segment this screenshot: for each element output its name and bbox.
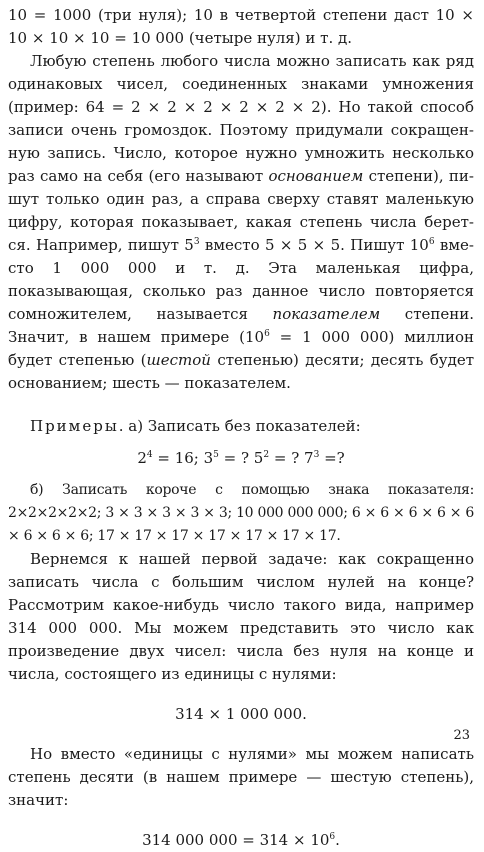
examples-heading	[8, 415, 474, 438]
page-number: 23	[453, 728, 470, 743]
exponent: 3	[193, 237, 200, 247]
text-run: степени. Значит, в нашем примере (10	[8, 305, 475, 346]
formula-part: 2	[137, 449, 147, 467]
formula-part: = ? 5	[218, 449, 264, 467]
exponent: 5	[213, 450, 219, 460]
exponent: 6	[264, 329, 270, 339]
exponent: 6	[428, 237, 435, 247]
term-exponent: показателем	[272, 305, 381, 323]
formula-part: .	[335, 831, 340, 849]
formula-result	[8, 829, 474, 852]
exponent: 4	[146, 450, 153, 460]
formula-powers	[8, 447, 474, 470]
term-base: основанием	[268, 167, 364, 185]
paragraph-task-b: б) Записать короче с помощью знака показателя: 2×2×2×2×2; 3 × 3 × 3 × 3 × 3; 10 000 000 000; 6 × 6 × 6 × 6 × 6 × 6 × 6 × 6; 17 × 17 × 17 × 17 × 17 × 17 × 17.	[8, 482, 474, 544]
exponent: 6	[329, 832, 336, 842]
formula-part: = ? 7	[269, 449, 314, 467]
formula-part: 314 000 000 = 314 × 10	[142, 831, 330, 849]
paragraph-power-of-ten: Но вместо «единицы с нулями» мы можем написать степень десяти (в нашем примере — шестую степень), значит:	[8, 745, 474, 809]
text-run: вместо 1 000 000 и т. д. Эта маленькая цифра, показывающая, сколько раз данное число повторяется сомножителем, называется	[8, 236, 474, 323]
paragraph-intro: 10 = 1000 (три нуля); 10 в четвертой степени даст 10 × 10 × 10 × 10 = 10 000 (четыре нуля) и т. д.	[8, 6, 474, 47]
examples-task-a: . а) Записать без показателей:	[118, 417, 361, 435]
formula-part: =?	[319, 449, 345, 467]
formula-part: = 16; 3	[152, 449, 214, 467]
exponent: 3	[313, 450, 320, 460]
exponent: 2	[263, 450, 270, 460]
text-run: Любую степень любого числа можно записать как ряд одинаковых чисел, соединенных знаками умножения (пример: 64 = 2 × 2 × 2 × 2 × 2 × 2). Но такой способ записи очень громоздок. Поэтому придумали сокращенную запись. Число, которое нужно умножить несколько раз само на себя (его называют	[8, 52, 474, 185]
text-run: степени), пишут только один раз, а справа сверху ставят маленькую цифру, которая показывает, какая степень числа берется. Например, пишут 5	[8, 167, 474, 254]
text-run: вместо 5 × 5 × 5. Пишут 10	[199, 236, 429, 254]
text-run: = 1 000 000) миллион будет степенью (	[8, 328, 474, 369]
paragraph-power-notation	[8, 50, 474, 395]
text-run: степенью) десяти; десять будет основанием; шесть — показателем.	[8, 351, 474, 392]
page-body	[8, 4, 474, 852]
paragraph-large-numbers: Вернемся к нашей первой задаче: как сокращенно записать числа с большим числом нулей на конце? Рассмотрим какое-нибудь число такого вида, например 314 000 000. Мы можем представить это число как произведение двух чисел: числа без нуля на конце и числа, состоящего из единицы с нулями:	[8, 550, 474, 683]
term-sixth: шестой	[146, 351, 211, 369]
examples-label: Примеры	[30, 417, 119, 435]
formula-product: 314 × 1 000 000.	[175, 705, 307, 723]
